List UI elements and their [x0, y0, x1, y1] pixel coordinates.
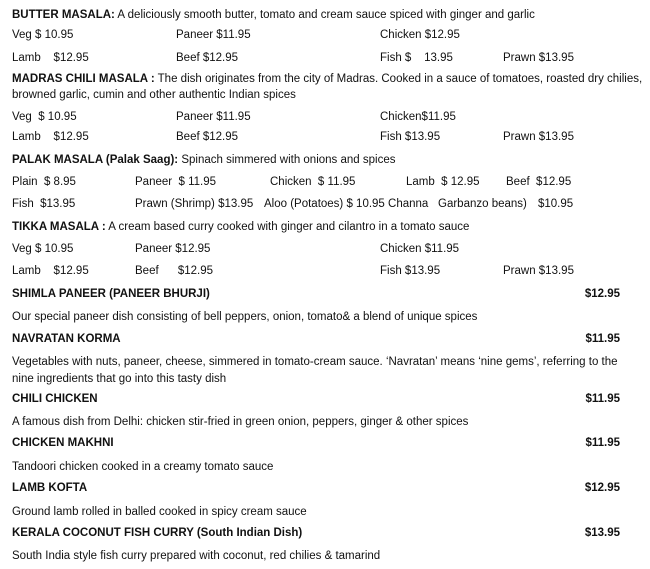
- tikka-header: [12, 221, 469, 233]
- palak-lamb: Lamb $ 12.95: [406, 176, 480, 188]
- tikka-beef: Beef $12.95: [135, 265, 214, 277]
- item-name: NAVRATAN KORMA: [12, 333, 121, 345]
- item-desc: South India style fish curry prepared with coconut, red chilies & tamarind: [12, 550, 381, 562]
- tikka-prawn: Prawn $13.95: [503, 265, 574, 277]
- madras-lamb: Lamb $12.95: [12, 131, 89, 143]
- palak-garbanzo: Garbanzo beans): [438, 198, 527, 210]
- item-name: CHILI CHICKEN: [12, 393, 98, 405]
- madras-desc-2: browned garlic, cumin and other authentic Indian spices: [12, 89, 296, 101]
- item-desc: A famous dish from Delhi: chicken stir-fried in green onion, peppers, ginger & other spices: [12, 416, 469, 428]
- tikka-veg: Veg $ 10.95: [12, 243, 74, 255]
- item-desc: Our special paneer dish consisting of bell peppers, onion, tomato& a blend of unique spices: [12, 311, 478, 323]
- item-name: KERALA COCONUT FISH CURRY (South Indian Dish): [12, 527, 303, 539]
- palak-desc: Spinach simmered with onions and spices: [178, 154, 396, 166]
- butter-lamb: Lamb $12.95: [12, 52, 89, 64]
- palak-beef: Beef $12.95: [506, 176, 572, 188]
- item-desc: Ground lamb rolled in balled cooked in spicy cream sauce: [12, 506, 307, 518]
- madras-beef: Beef $12.95: [176, 131, 239, 143]
- item-price: $12.95: [584, 288, 620, 300]
- butter-chicken: Chicken $12.95: [380, 29, 460, 41]
- butter-masala-desc: A deliciously smooth butter, tomato and cream sauce spiced with ginger and garlic: [114, 9, 535, 21]
- palak-fish: Fish $13.95: [12, 198, 76, 210]
- item-price: $12.95: [584, 482, 620, 494]
- item-name: LAMB KOFTA: [12, 482, 88, 494]
- butter-masala-header: [12, 9, 535, 21]
- butter-prawn: Prawn $13.95: [503, 52, 574, 64]
- item-desc: Tandoori chicken cooked in a creamy tomato sauce: [12, 461, 274, 473]
- madras-chicken: Chicken$11.95: [380, 111, 456, 123]
- palak-prawn: Prawn (Shrimp) $13.95: [135, 198, 254, 210]
- palak-chicken: Chicken $ 11.95: [270, 176, 356, 188]
- butter-fish: Fish $ 13.95: [380, 52, 453, 64]
- madras-fish: Fish $13.95: [380, 131, 441, 143]
- tikka-desc: A cream based curry cooked with ginger and cilantro in a tomato sauce: [105, 221, 470, 233]
- item-desc: Vegetables with nuts, paneer, cheese, simmered in tomato-cream sauce. ‘Navratan’ means ‘nine gems’, referring to the nine ingredients that go into this tasty dish: [12, 356, 618, 385]
- palak-plain: Plain $ 8.95: [12, 176, 76, 188]
- palak-garbanzo-price: $10.95: [538, 198, 574, 210]
- item-name: CHICKEN MAKHNI: [12, 437, 114, 449]
- butter-veg: Veg $ 10.95: [12, 29, 74, 41]
- butter-paneer: Paneer $11.95: [176, 29, 251, 41]
- item-price: $11.95: [585, 333, 620, 345]
- palak-paneer: Paneer $ 11.95: [135, 176, 216, 188]
- tikka-lamb: Lamb $12.95: [12, 265, 89, 277]
- item-name: SHIMLA PANEER (PANEER BHURJI): [12, 288, 210, 300]
- madras-paneer: Paneer $11.95: [176, 111, 251, 123]
- palak-aloo-channa: Aloo (Potatoes) $ 10.95 Channa: [264, 198, 429, 210]
- madras-title: MADRAS CHILI MASALA :: [12, 73, 155, 85]
- madras-prawn: Prawn $13.95: [503, 131, 574, 143]
- tikka-title: TIKKA MASALA :: [12, 221, 106, 233]
- madras-header: [12, 73, 642, 85]
- tikka-fish: Fish $13.95: [380, 265, 441, 277]
- item-price: $11.95: [585, 437, 620, 449]
- madras-veg: Veg $ 10.95: [12, 111, 77, 123]
- butter-beef: Beef $12.95: [176, 52, 239, 64]
- palak-title: PALAK MASALA (Palak Saag):: [12, 154, 179, 166]
- item-price: $13.95: [584, 527, 620, 539]
- butter-masala-title: BUTTER MASALA:: [12, 9, 115, 21]
- tikka-chicken: Chicken $11.95: [380, 243, 460, 255]
- tikka-paneer: Paneer $12.95: [135, 243, 211, 255]
- madras-desc-1: The dish originates from the city of Madras. Cooked in a sauce of tomatoes, roasted dry chilies,: [154, 73, 643, 85]
- palak-header: [12, 154, 395, 166]
- item-price: $11.95: [585, 393, 620, 405]
